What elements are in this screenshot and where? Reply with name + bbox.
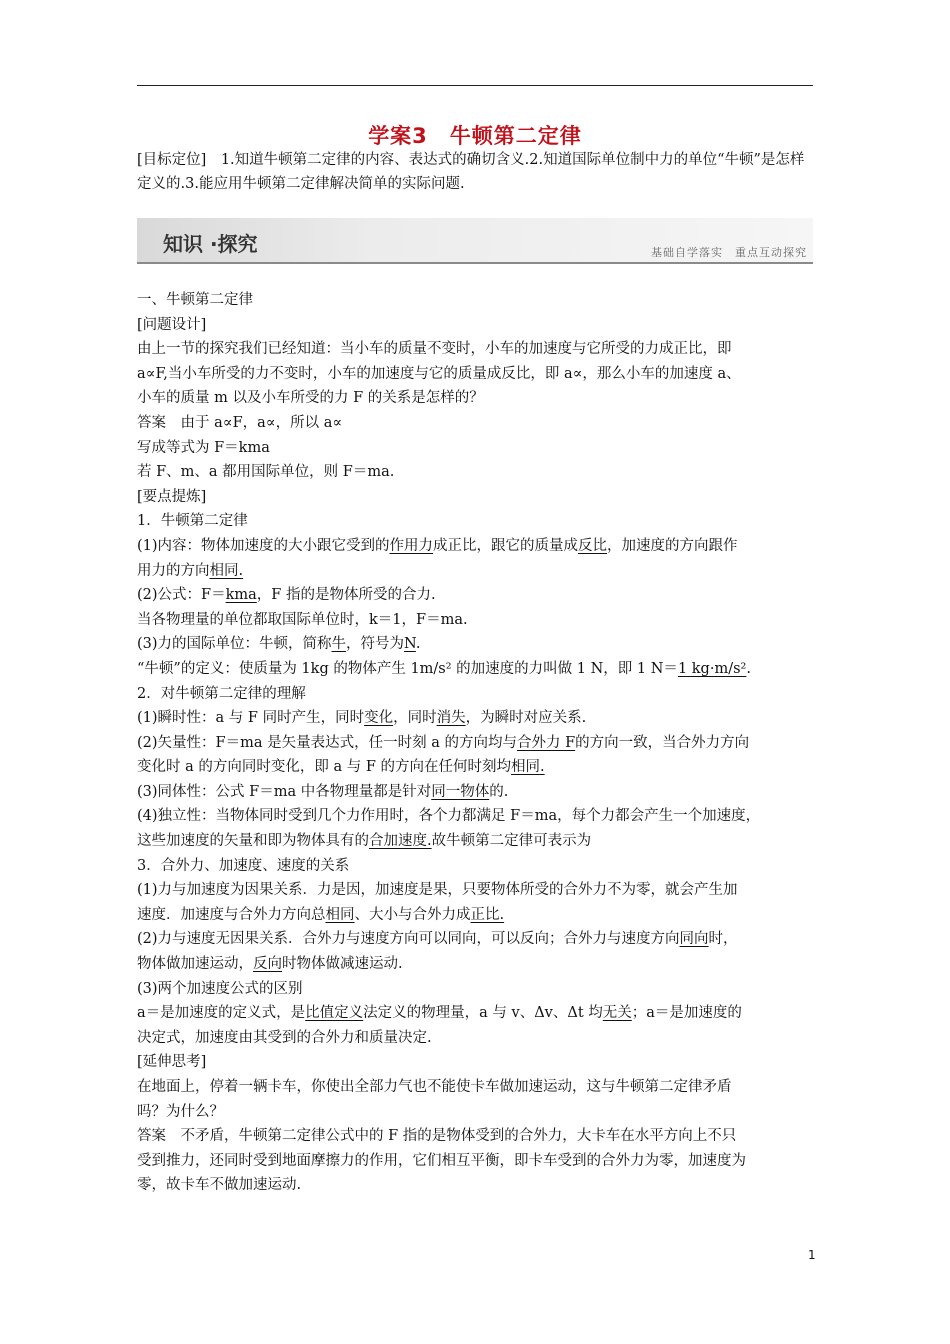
subsection-label: [要点提炼] (137, 488, 207, 505)
section-heading: 一、牛顿第二定律 (137, 292, 253, 308)
text-line (137, 559, 813, 584)
text-line: (4)独立性：当物体同时受到几个力作用时，各个力都满足 F＝ma，每个力都会产生一个加速度， (137, 808, 761, 825)
text-line (137, 706, 813, 731)
fill-answer: 牛 (331, 636, 347, 653)
fill-answer: 作用力 (389, 537, 434, 554)
document-body (137, 288, 813, 1198)
page-title: 学案3 牛顿第二定律 (368, 124, 582, 148)
text-segment: (2)矢量性：F＝ma 是矢量表达式，任一时刻 a 的方向均与 (137, 734, 517, 751)
fill-answer: 无关 (602, 1005, 632, 1022)
fill-answer: 相同. (511, 759, 545, 776)
text-segment: (1)内容：物体加速度的大小跟它受到的 (137, 537, 390, 554)
text-line (137, 1001, 813, 1026)
text-line: 决定式，加速度由其受到的合外力和质量决定. (137, 1029, 432, 1046)
fill-answer: 比值定义 (305, 1005, 364, 1022)
text-line: 写成等式为 F＝kma (137, 439, 270, 456)
text-segment: 的方向一致，当合外力方向 (575, 734, 750, 751)
answer-line: 答案 不矛盾，牛顿第二定律公式中的 F 指的是物体受到的合外力，大卡车在水平方向上不只 (137, 1128, 737, 1145)
subsection-label: [延伸思考] (137, 1054, 207, 1071)
text-segment: 、大小与合外力成 (354, 906, 471, 923)
fill-answer: 相同. (209, 562, 244, 579)
text-segment: ，F 指的是物体所受的合力. (256, 587, 436, 604)
fill-answer: 同一物体 (431, 783, 490, 800)
text-line (137, 927, 813, 952)
text-line: 在地面上，停着一辆卡车，你使出全部力气也不能使卡车做加速运动，这与牛顿第二定律矛盾 (137, 1079, 732, 1095)
item-heading: 1．牛顿第二定律 (137, 513, 248, 530)
text-segment: . (746, 660, 751, 677)
text-segment: (3)同体性：公式 F＝ma 中各物理量都是针对 (137, 783, 432, 800)
fill-answer: 合加速度. (369, 833, 432, 850)
fill-answer: 1 kg·m/s² (677, 660, 747, 677)
text-line (137, 952, 813, 977)
text-segment: a＝是加速度的定义式，是 (137, 1005, 306, 1022)
text-line: 吗？为什么？ (137, 1103, 224, 1120)
text-line: 零，故卡车不做加速运动. (137, 1177, 302, 1194)
text-segment: 成正比，跟它的质量成 (433, 537, 579, 554)
header-rule (137, 85, 813, 86)
fill-answer: 消失 (436, 710, 466, 727)
fill-answer: 同向 (679, 931, 709, 948)
text-line: 当各物理量的单位都取国际单位时，k＝1，F＝ma. (137, 611, 468, 628)
text-line: 受到推力，还同时受到地面摩擦力的作用，它们相互平衡，即卡车受到的合外力为零，加速度为 (137, 1152, 746, 1169)
text-segment: ，加速度的方向跟作 (607, 537, 738, 554)
fill-answer: kma (225, 587, 257, 604)
text-segment: 用力的方向 (137, 562, 210, 579)
subsection-label: [问题设计] (137, 316, 207, 333)
fill-answer: 反比 (578, 537, 608, 554)
banner-rule (137, 262, 813, 264)
fill-answer: 相同 (325, 906, 355, 923)
fill-answer: 正比. (470, 906, 505, 923)
learning-goals: [目标定位] 1.知道牛顿第二定律的内容、表达式的确切含义.2.知道国际单位制中力的单位“牛顿”是怎样定义的.3.能应用牛顿第二定律解决简单的实际问题. (137, 152, 805, 192)
text-segment: ，为瞬时对应关系. (465, 710, 587, 727)
text-segment: 物体做加速运动， (137, 956, 253, 973)
text-line (137, 583, 813, 608)
text-line (137, 534, 813, 559)
text-segment: 变化时 a 的方向同时变化，即 a 与 F 的方向在任何时刻均 (137, 759, 512, 776)
section-banner (137, 218, 813, 264)
text-segment: (2)公式：F＝ (137, 587, 226, 604)
text-segment: 法定义的物理量，a 与 v、Δv、Δt 均 (363, 1005, 603, 1022)
text-line: 若 F、m、a 都用国际单位，则 F＝ma. (137, 464, 395, 481)
text-segment: 速度．加速度与合外力方向总 (137, 906, 326, 923)
text-segment: 这些加速度的矢量和即为物体具有的 (137, 833, 369, 850)
text-line (137, 903, 813, 928)
item-heading: 3．合外力、加速度、速度的关系 (137, 857, 350, 874)
text-segment: ，符号为 (346, 636, 405, 653)
text-line: a∝F,当小车所受的力不变时，小车的加速度与它的质量成反比，即 a∝，那么小车的加速度 a、 (137, 365, 741, 382)
fill-answer: 变化 (364, 710, 394, 727)
text-segment: 时物体做减速运动. (282, 956, 403, 973)
text-line (137, 780, 813, 805)
text-segment: (1)瞬时性：a 与 F 同时产生，同时 (137, 710, 365, 727)
answer-line: 答案 由于 a∝F，a∝，所以 a∝ (137, 414, 343, 431)
text-line (137, 632, 813, 657)
fill-answer: 合外力 F (516, 734, 576, 751)
page-number: 1 (808, 1248, 816, 1262)
text-segment: (2)力与速度无因果关系．合外力与速度方向可以同向，可以反向；合外力与速度方向 (137, 931, 680, 948)
item-heading: 2．对牛顿第二定律的理解 (137, 685, 306, 702)
banner-subtitle: 基础自学落实 重点互动探究 (651, 246, 807, 259)
text-line (137, 731, 813, 756)
fill-answer: 反向 (253, 956, 282, 973)
text-line (137, 829, 813, 854)
text-line: 由上一节的探究我们已经知道：当小车的质量不变时，小车的加速度与它所受的力成正比，即 (137, 341, 732, 358)
text-segment: ；a＝是加速度的 (631, 1005, 742, 1022)
text-line: (3)两个加速度公式的区别 (137, 980, 303, 997)
banner-title: 知识 ·探究 (163, 232, 258, 256)
text-line (137, 755, 813, 780)
fill-answer: N (404, 636, 416, 653)
text-line: 小车的质量 m 以及小车所受的力 F 的关系是怎样的？ (137, 390, 484, 407)
text-line (137, 657, 813, 682)
text-segment: “牛顿”的定义：使质量为 1kg 的物体产生 1m/s² 的加速度的力叫做 1 N，即 1 N＝ (137, 660, 678, 677)
text-segment: . (415, 636, 421, 653)
text-segment: 时， (708, 931, 738, 948)
text-segment: 故牛顿第二定律可表示为 (431, 833, 592, 850)
text-segment: 的. (489, 783, 509, 800)
text-segment: ，同时 (393, 710, 437, 727)
text-line: (1)力与加速度为因果关系．力是因，加速度是果，只要物体所受的合外力不为零，就会产生加 (137, 882, 738, 899)
text-segment: (3)力的国际单位：牛顿，简称 (137, 636, 332, 653)
